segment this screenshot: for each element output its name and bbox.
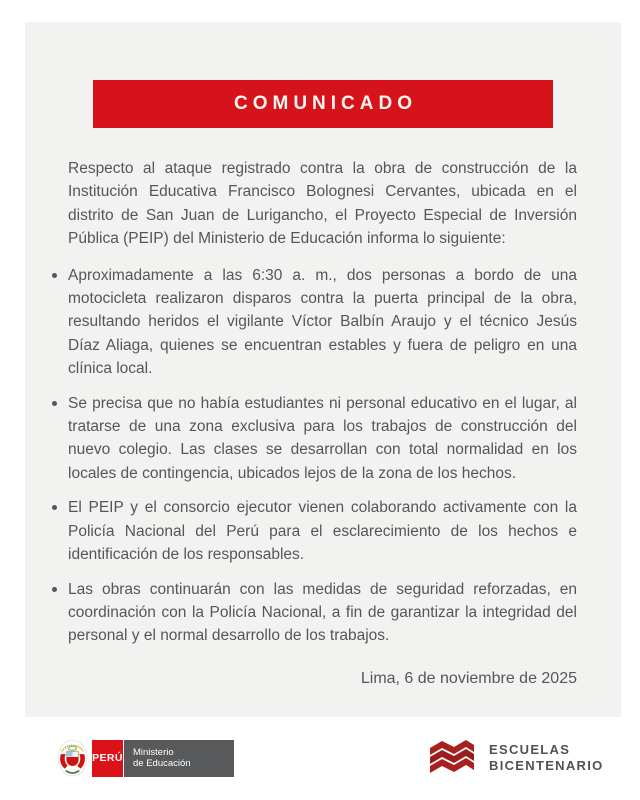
point-text: Aproximadamente a las 6:30 a. m., dos personas a bordo de una motocicleta realizaron disparos contra la puerta principal de la obra, resultando heridos el vigilante Víctor Balbín Araujo y el técnico Jesús Díaz Aliaga, quienes se encuentran estables y fuera de peligro en una clínica local.: [68, 266, 577, 378]
comunicado-card: [25, 22, 621, 717]
point-text: Se precisa que no había estudiantes ni personal educativo en el lugar, al tratarse de una zona exclusiva para los trabajos de construcción del nuevo colegio. Las clases se desarrollan con total normalidad en los locales de contingencia, ubicados lejos de la zona de los hechos.: [68, 394, 577, 482]
escuelas-line: ESCUELAS: [489, 742, 571, 757]
bullet-icon: [52, 587, 57, 592]
comunicado-title: COMUNICADO: [234, 93, 417, 114]
list-item: [52, 264, 577, 381]
ministry-name-line1: Ministerio: [133, 746, 174, 758]
list-item: [52, 496, 577, 566]
ministry-name-line2: de Educación: [133, 758, 191, 769]
comunicado-banner: [93, 80, 553, 128]
bullet-icon: [52, 273, 57, 278]
point-text: El PEIP y el consorcio ejecutor vienen colaborando activamente con la Policía Nacional del Perú para el esclarecimiento de los hechos e identificación de los responsables.: [68, 499, 577, 564]
point-text: Las obras continuarán con las medidas de seguridad reforzadas, en coordinación con la Policía Nacional, a fin de garantizar la integridad del personal y el normal desarrollo de los trabajos.: [68, 580, 577, 645]
escuelas-bicentenario-logo: [428, 738, 604, 778]
escuelas-bicentenario-icon: [428, 738, 476, 778]
peru-wordmark-box: [92, 740, 123, 777]
comunicado-body: [25, 128, 621, 690]
peru-coat-of-arms-icon: [57, 738, 88, 778]
bullet-icon: [52, 401, 57, 406]
intro-paragraph: Respecto al ataque registrado contra la obra de construcción de la Institución Educativa Francisco Bolognesi Cervantes, ubicada en el distrito de San Juan de Lurigancho, el Proyecto Especial de Inversión Pública (PEIP) del Ministerio de Educación informa lo siguiente:: [68, 160, 577, 248]
dateline: Lima, 6 de noviembre de 2025: [360, 669, 577, 687]
minedu-logo: [57, 737, 234, 779]
escuelas-bicentenario-wordmark: [489, 742, 604, 774]
list-item: [52, 578, 577, 648]
statement-points-list: [52, 264, 577, 648]
bullet-icon: [52, 505, 57, 510]
bicentenario-line: BICENTENARIO: [489, 758, 604, 773]
peru-wordmark: PERÚ: [92, 752, 123, 764]
ministry-name-box: [124, 740, 234, 777]
list-item: [52, 392, 577, 486]
